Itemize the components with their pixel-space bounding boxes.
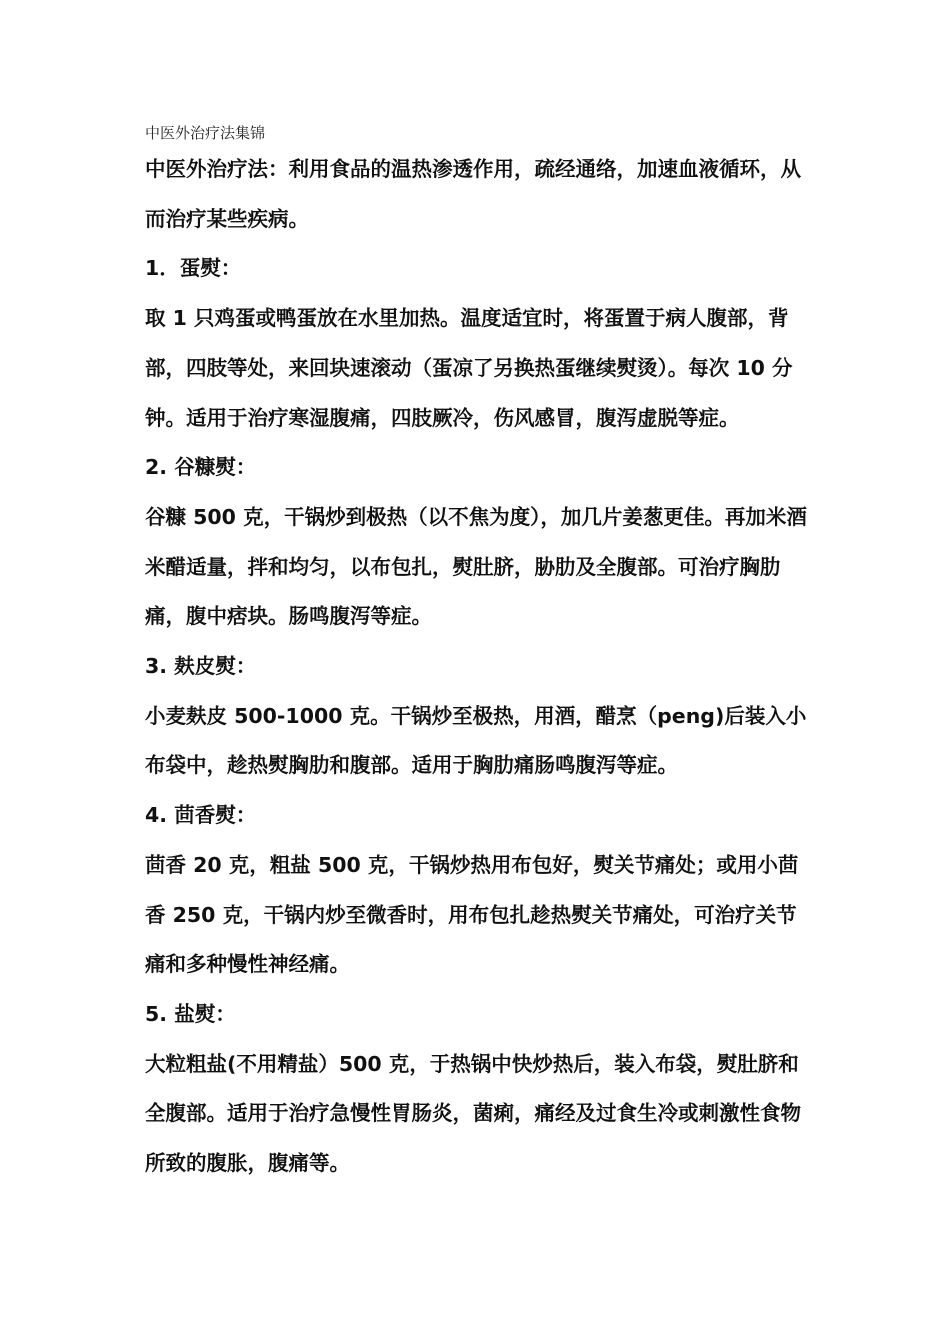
document-header: 中医外治疗法集锦: [145, 124, 266, 142]
section-heading-egg: 1．蛋熨：: [145, 256, 242, 281]
section-heading-fennel: 4. 茴香熨：: [145, 803, 257, 828]
section-heading-salt: 5. 盐熨：: [145, 1001, 236, 1026]
section-heading-wheat-bran: 3. 麸皮熨：: [145, 654, 257, 679]
section-text-wheat-bran: 小麦麸皮 500-1000 克。干锅炒至极热，用酒，醋烹（peng)后装入小布袋中，趁热熨胸肋和腹部。适用于胸肋痛肠鸣腹泻等症。: [145, 703, 807, 778]
intro-paragraph: 中医外治疗法：利用食品的温热渗透作用，疏经通络，加速血液循环，从而治疗某些疾病。: [145, 157, 801, 231]
section-text-salt: 大粒粗盐(不用精盐）500 克，于热锅中快炒热后，装入布袋，熨肚脐和全腹部。适用于治疗急慢性胃肠炎，菌痢，痛经及过食生冷或刺激性食物所致的腹胀，腹痛等。: [145, 1051, 801, 1176]
section-heading-bran: 2. 谷糠熨：: [145, 455, 257, 480]
section-text-bran: 谷糠 500 克，干锅炒到极热（以不焦为度），加几片姜葱更佳。再加米酒米醋适量，拌和均匀，以布包扎，熨肚脐，胁肋及全腹部。可治疗胸肋痛，腹中痞块。肠鸣腹泻等症。: [145, 504, 807, 629]
section-text-egg: 取 1 只鸡蛋或鸭蛋放在水里加热。温度适宜时，将蛋置于病人腹部，背部，四肢等处，来回块速滚动（蛋凉了另换热蛋继续熨烫）。每次 10 分钟。适用于治疗寒湿腹痛，四肢厥冷，伤风感冒，腹泻虚脱等症。: [145, 306, 793, 430]
document-body: [145, 145, 817, 1189]
section-text-fennel: 茴香 20 克，粗盐 500 克，干锅炒热用布包好，熨关节痛处；或用小茴香 250 克，干锅内炒至微香时，用布包扎趁热熨关节痛处，可治疗关节痛和多种慢性神经痛。: [145, 852, 799, 977]
